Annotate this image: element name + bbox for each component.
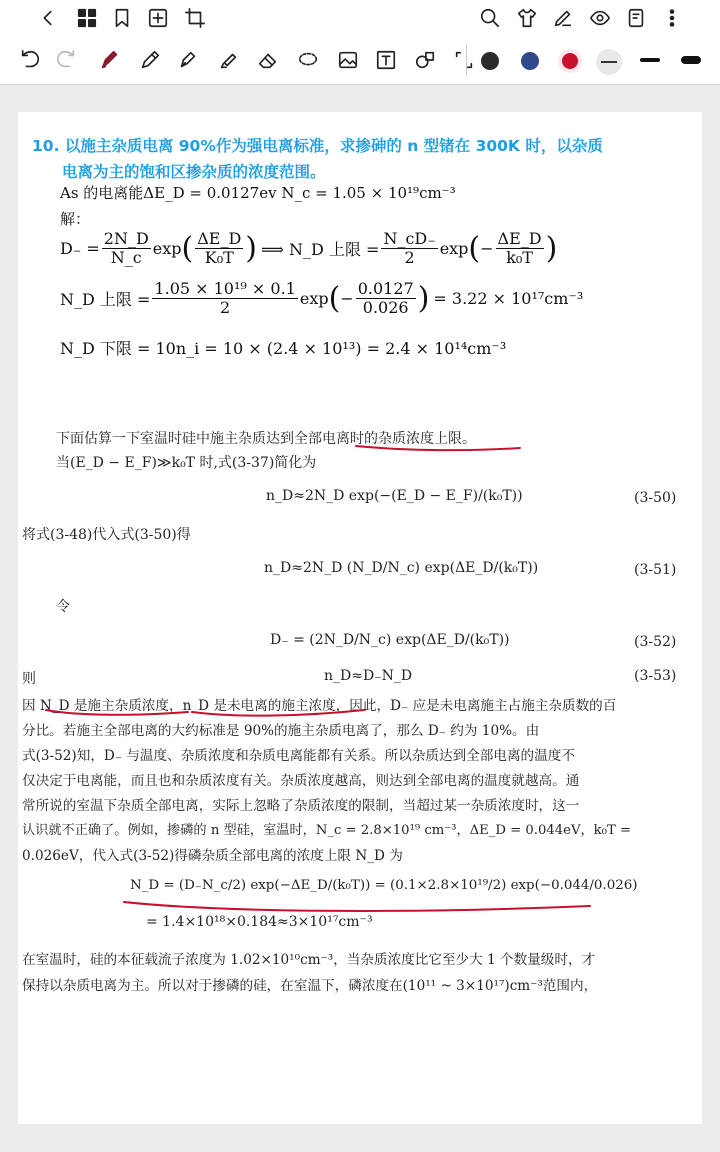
watermark: 学习 Ⅲ 讲 课堂 ⅡⅢ — [28, 1099, 249, 1124]
highlighter-icon[interactable] — [216, 48, 240, 72]
eq1-frac-3: $\frac{N\_cD_-}{2}$ — [383, 229, 436, 268]
image-icon[interactable] — [336, 48, 360, 72]
book-para-line-6: 认识就不正确了。例如，掺磷的 n 型硅，室温时，N_c = 2.8×10¹⁹ cm⁻³，ΔE_D = 0.044eV，k₀T = — [22, 823, 631, 838]
book-icon[interactable] — [624, 6, 648, 30]
book-para-line-7: 0.026eV，代入式(3-52)得磷杂质全部电离的浓度上限 N_D 为 — [22, 848, 403, 864]
fountain-pen-icon[interactable] — [176, 48, 200, 72]
book-eq-3-52-no: (3-52) — [634, 634, 677, 650]
equation-3: N_D 下限 = 10n_i = 10 × (2.4 × 10¹³) = 2.4 × 10¹⁴cm⁻³ — [60, 339, 507, 358]
book-eq-3-51: n_D≈2N_D (N_D/N_c) exp(ΔE_D/(k₀T)) — [264, 560, 539, 576]
toolbar-divider — [466, 44, 467, 76]
note-page[interactable] — [18, 112, 702, 1124]
book-eq-3-53-no: (3-53) — [634, 668, 677, 684]
book-para-line-2: 分比。若施主全部电离的大约标准是 90%的施主杂质电离了，那么 D₋ 约为 10%。由 — [22, 723, 540, 739]
lasso-icon[interactable] — [296, 48, 320, 72]
book-eq-3-52: D₋ = (2N_D/N_c) exp(ΔE_D/(k₀T)) — [270, 632, 510, 648]
question-line-2: 电离为主的饱和区掺杂质的浓度范围。 — [62, 163, 326, 181]
book-para-line-3: 式(3-52)知，D₋ 与温度、杂质浓度和杂质电离能都有关系。所以杂质达到全部电离的温度不 — [22, 748, 575, 764]
book-eq-3-53: n_D≈D₋N_D — [324, 668, 413, 684]
more-icon[interactable] — [660, 6, 684, 30]
book-para-line-4: 仅决定于电离能，而且也和杂质浓度有关。杂质浓度越高，则达到全部电离的温度就越高。通 — [22, 773, 580, 789]
eq2-frac-1: $\frac{\text{1.05 × 10¹⁹ × 0.1}}{2}$ — [154, 279, 296, 318]
book-p3: 将式(3-48)代入式(3-50)得 — [22, 527, 191, 543]
eq1-frac-1: $\frac{2N\_D}{N\_c}$ — [103, 229, 149, 268]
book-eq-3-50: n_D≈2N_D exp(−(E_D − E_F)/(k₀T)) — [266, 488, 523, 504]
pen-sign-icon[interactable] — [551, 6, 575, 30]
book-p4: 令 — [56, 599, 70, 615]
equation-2: N_D 上限 = $\frac{\text{1.05 × 10¹⁹ × 0.1}}{2}$ exp ( − $\frac{0.0127}{0.026}$ ) = 3.22 × 10¹⁷cm⁻³ — [60, 279, 584, 318]
book-p2: 当(E_D − E_F)≫k₀T 时,式(3-37)简化为 — [56, 455, 317, 471]
eq2-lhs: N_D 上限 = — [60, 290, 151, 310]
book-p5: 则 — [22, 671, 36, 687]
text-icon[interactable] — [374, 48, 398, 72]
color-swatch-navy[interactable] — [521, 52, 539, 70]
redo-icon[interactable] — [54, 48, 78, 72]
bookmark-icon[interactable] — [110, 6, 134, 30]
eq2-exp: exp — [299, 289, 329, 309]
eraser-icon[interactable] — [256, 48, 280, 72]
eq1-arrow: ⟹ N_D 上限 = — [261, 240, 380, 260]
eq2-rhs: = 3.22 × 10¹⁷cm⁻³ — [433, 289, 584, 309]
shape-icon[interactable] — [413, 48, 437, 72]
eye-icon[interactable] — [588, 6, 612, 30]
red-annotation-underlines — [18, 112, 702, 1124]
book-eq-nd-result: = 1.4×10¹⁸×0.184≈3×10¹⁷cm⁻³ — [146, 914, 373, 930]
book-eq-3-50-no: (3-50) — [634, 490, 677, 506]
question-line-1: 10. 以施主杂质电离 90%作为强电离标准，求掺砷的 n 型锗在 300K 时，以杂质 — [32, 137, 603, 155]
book-eq-nd: N_D = (D₋N_c/2) exp(−ΔE_D/(k₀T)) = (0.1×2.8×10¹⁹/2) exp(−0.044/0.026) — [130, 878, 638, 893]
pencil-icon[interactable] — [138, 48, 162, 72]
undo-icon[interactable] — [18, 48, 42, 72]
eq1-exp: exp — [152, 239, 182, 259]
color-swatch-red[interactable] — [558, 49, 582, 73]
book-para-line-5: 常所说的室温下杂质全部电离，实际上忽略了杂质浓度的限制，当超过某一杂质浓度时，这一 — [22, 798, 580, 814]
back-icon[interactable] — [36, 6, 60, 30]
solve-label: 解： — [60, 210, 91, 228]
search-icon[interactable] — [478, 6, 502, 30]
eq1-lhs: D₋ = — [60, 239, 100, 259]
book-eq-3-51-no: (3-51) — [634, 562, 677, 578]
stroke-size-thick[interactable] — [681, 56, 701, 64]
pen-icon[interactable] — [98, 48, 122, 72]
drawing-toolbar — [0, 36, 720, 85]
book-end-line-2: 保持以杂质电离为主。所以对于掺磷的硅，在室温下，磷浓度在(10¹¹ ~ 3×10¹⁷)cm⁻³范围内， — [22, 978, 598, 994]
top-bar — [0, 0, 720, 36]
given-values: As 的电离能ΔE_D = 0.0127ev N_c = 1.05 × 10¹⁹cm⁻³ — [60, 184, 456, 202]
eq1-frac-2: $\frac{\Delta E\_D}{\text{K₀T}}$ — [197, 229, 242, 268]
eq2-frac-2: $\frac{0.0127}{0.026}$ — [357, 279, 414, 318]
book-end-line-1: 在室温时，硅的本征载流子浓度为 1.02×10¹⁰cm⁻³，当杂质浓度比它至少大 1 个数量级时，才 — [22, 952, 596, 968]
grid-icon[interactable] — [75, 6, 99, 30]
eq1-exp2: exp — [439, 239, 469, 259]
select-icon[interactable] — [452, 48, 476, 72]
book-para-line-1: 因 N_D 是施主杂质浓度，n_D 是未电离的施主浓度，因此，D₋ 应是未电离施主占施主杂质数的百 — [22, 698, 617, 714]
shirt-icon[interactable] — [515, 6, 539, 30]
book-p1: 下面估算一下室温时硅中施主杂质达到全部电离时的杂质浓度上限。 — [56, 431, 476, 447]
color-swatch-black[interactable] — [481, 52, 499, 70]
add-page-icon[interactable] — [146, 6, 170, 30]
crop-icon[interactable] — [183, 6, 207, 30]
stroke-size-medium[interactable] — [640, 58, 660, 62]
stroke-size-thin[interactable] — [596, 49, 622, 75]
eq1-frac-4: $\frac{\Delta E\_D}{\text{k₀T}}$ — [497, 229, 542, 268]
equation-1: D₋ = $\frac{2N\_D}{N\_c}$ exp ( $\frac{\Delta E\_D}{\text{K₀T}}$ ) ⟹ N_D 上限 = $\frac{N\_cD_-}{2}$ exp ( − $\frac{\Delta E\_D}{\text{k₀T}}$ ) — [60, 229, 558, 268]
